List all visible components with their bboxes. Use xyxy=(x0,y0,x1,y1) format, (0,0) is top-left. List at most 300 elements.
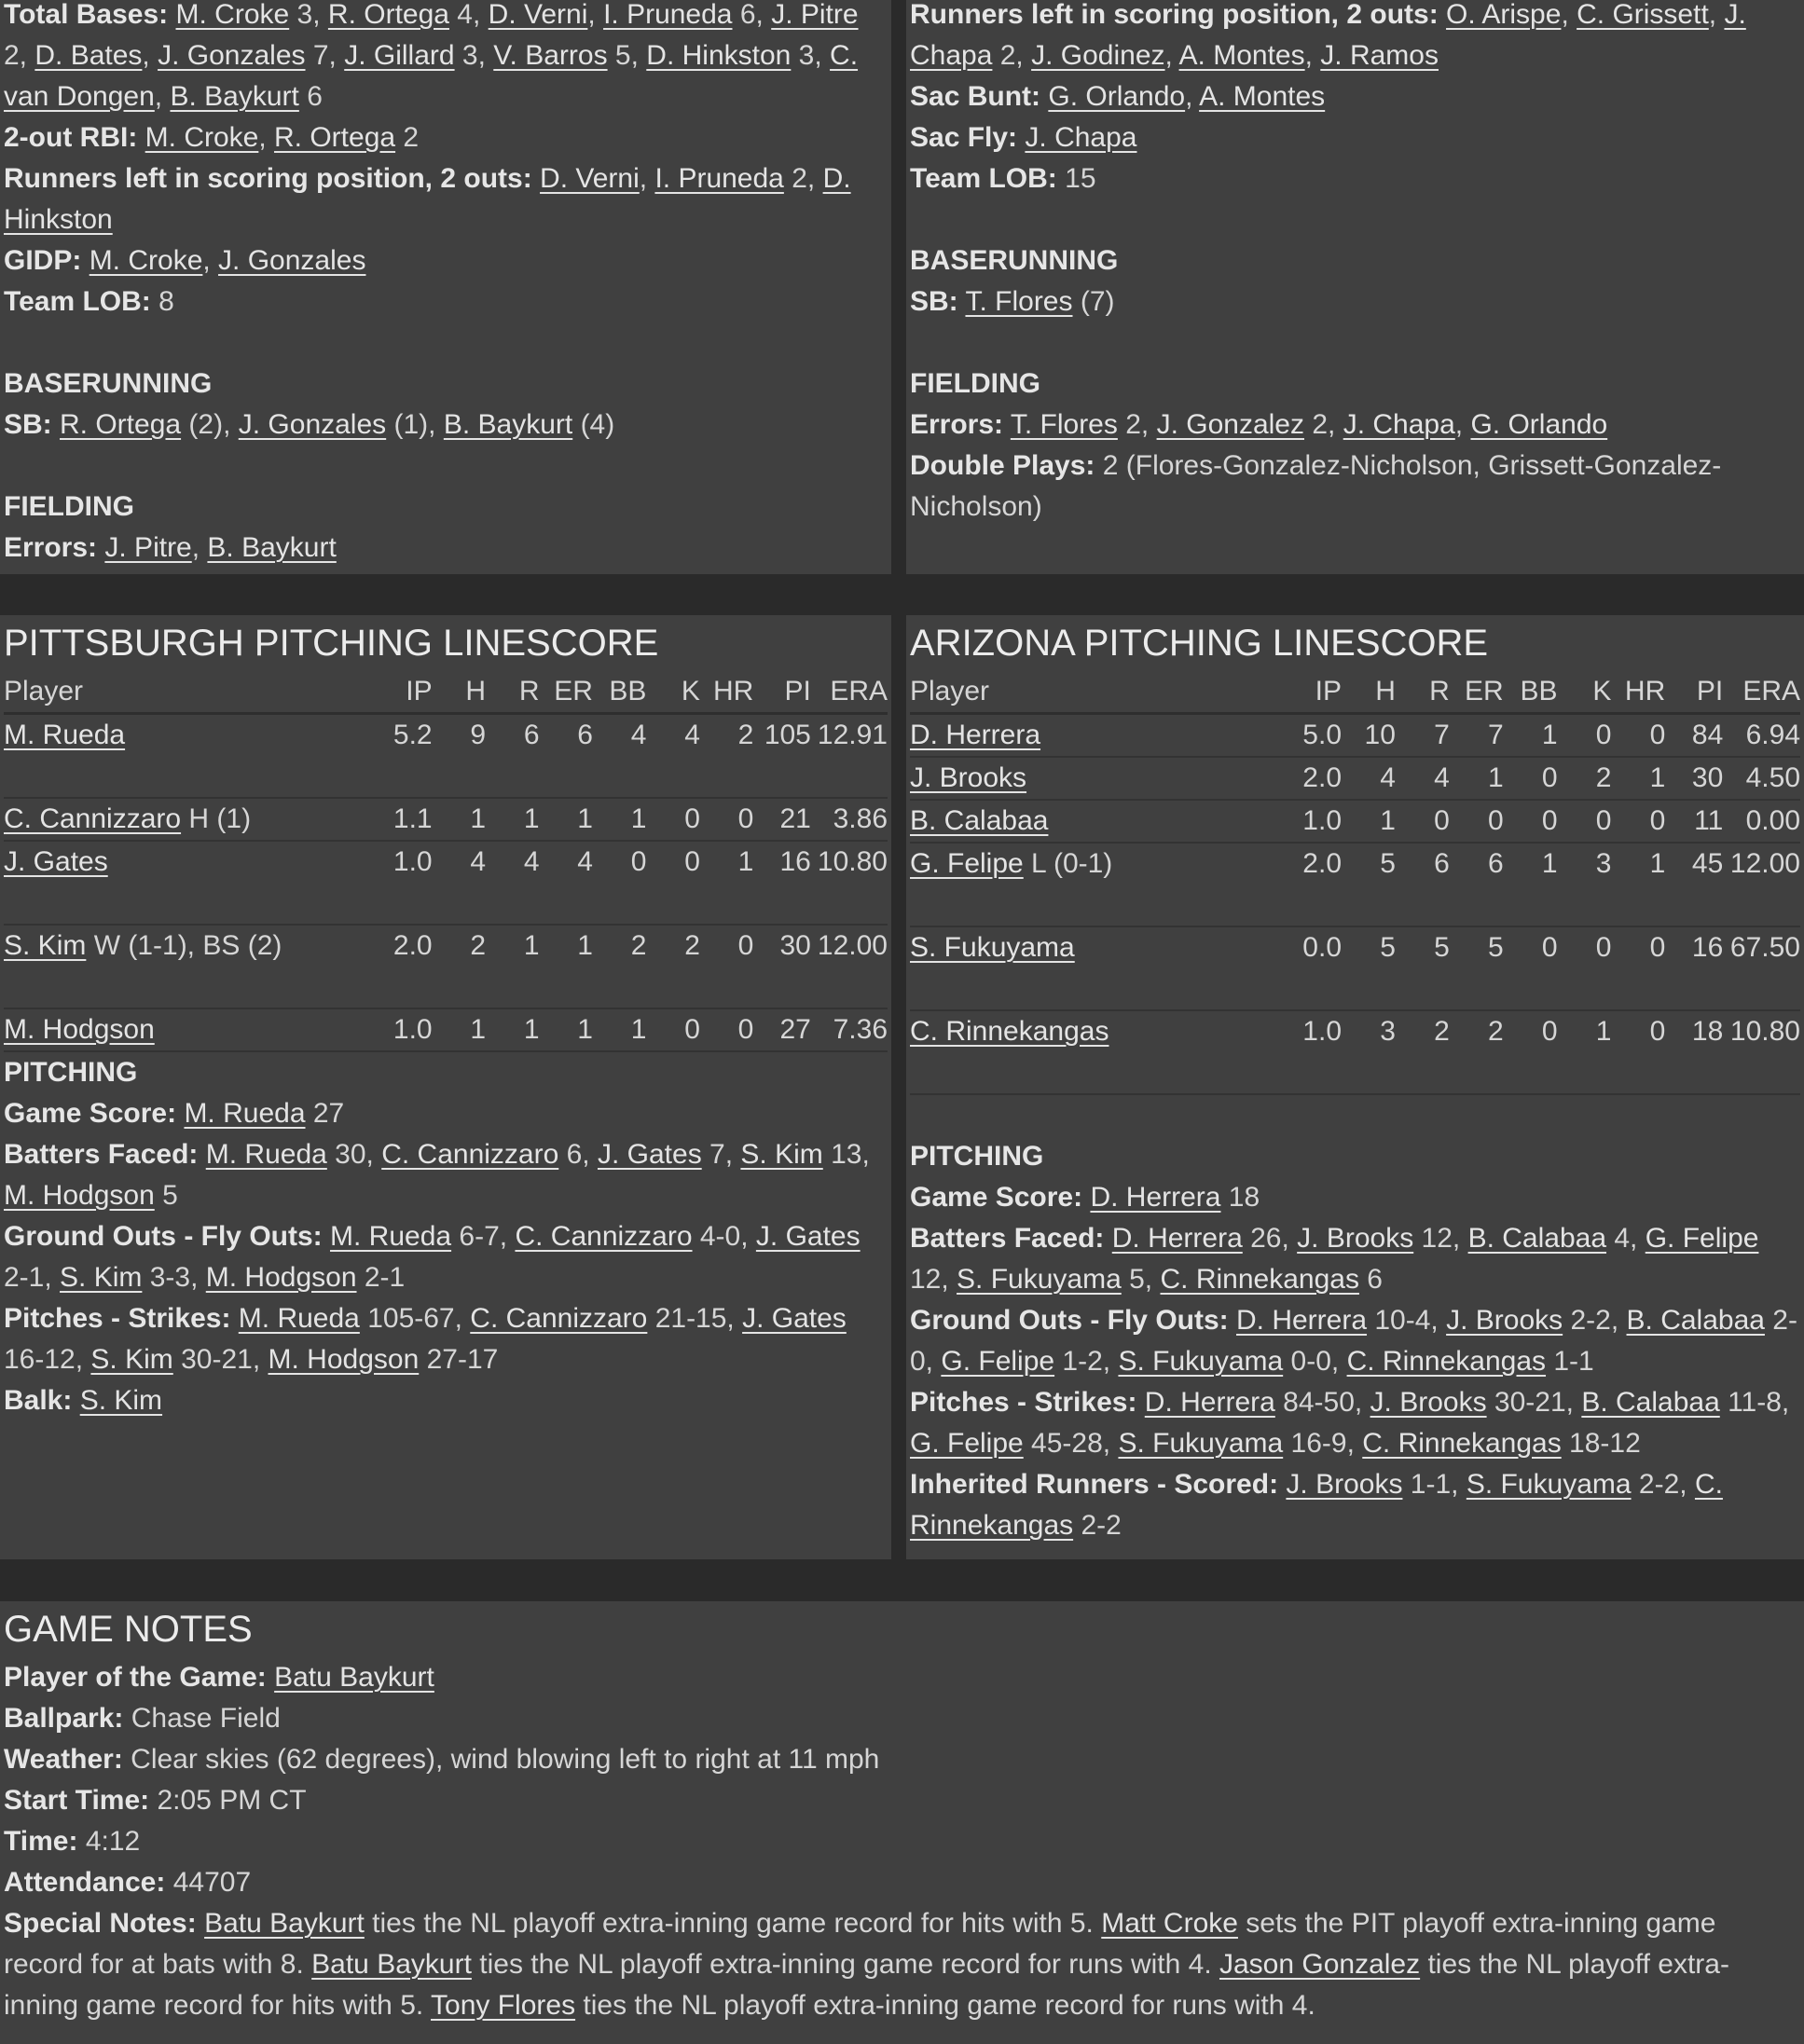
pit-batting-notes xyxy=(4,0,888,569)
player-link[interactable]: C. Rinnekangas xyxy=(1346,1346,1547,1377)
stat-cell-ip: 5.2 xyxy=(392,720,433,750)
player-link[interactable]: S. Kim xyxy=(90,1344,173,1375)
player-link[interactable]: Batu Baykurt xyxy=(311,1949,472,1980)
game-score-line xyxy=(910,1177,1800,1218)
stat-value: 2, xyxy=(992,40,1032,71)
stat-label: Player of the Game: xyxy=(4,1662,267,1693)
batters-faced-line xyxy=(910,1218,1800,1300)
player-link[interactable]: S. Fukuyama xyxy=(1118,1346,1284,1377)
stat-value: 105-67, xyxy=(359,1303,471,1334)
stat-cell-pi: 84 xyxy=(1691,720,1724,750)
sb-line xyxy=(4,405,888,446)
inherited-runners-line xyxy=(910,1464,1800,1546)
player-link[interactable]: S. Kim xyxy=(740,1139,823,1170)
stat-cell-k: 0 xyxy=(1595,720,1612,750)
stat-cell-ip: 1.0 xyxy=(1302,805,1343,836)
player-link[interactable]: D. Bates xyxy=(34,40,143,71)
table-row xyxy=(4,841,888,925)
pitching-heading: PITCHING xyxy=(4,1057,138,1088)
stat-value: (4) xyxy=(572,409,615,440)
stat-cell-era: 12.91 xyxy=(817,720,888,750)
stat-cell-h: 10 xyxy=(1364,720,1396,750)
stat-value: 5, xyxy=(607,40,647,71)
player-link[interactable]: M. Croke xyxy=(145,122,259,153)
special-notes-line xyxy=(4,1903,1800,2026)
player-link[interactable]: J. Chapa xyxy=(1343,409,1455,440)
player-of-game-line xyxy=(4,1657,1800,1698)
stat-value: 5, xyxy=(1121,1264,1161,1295)
stat-cell-era: 3.86 xyxy=(833,803,888,834)
stat-value: 10-4, xyxy=(1367,1305,1447,1336)
player-link[interactable]: Batu Baykurt xyxy=(204,1908,365,1939)
stat-cell-era: 10.80 xyxy=(817,846,888,877)
stat-cell-er: 6 xyxy=(1487,848,1504,879)
stat-value: Clear skies (62 degrees), wind blowing left to right at 11 mph xyxy=(131,1744,880,1775)
stat-label: Runners left in scoring position, 2 outs: xyxy=(910,0,1439,30)
player-link[interactable]: J. Gonzalez xyxy=(1156,409,1304,440)
player-link[interactable]: J. Chapa xyxy=(1025,122,1137,153)
player-link[interactable]: C. van Dongen xyxy=(4,40,859,112)
player-link[interactable]: J. Brooks xyxy=(1286,1469,1403,1500)
stat-cell-er: 1 xyxy=(577,930,593,961)
stat-cell-er: 1 xyxy=(577,803,593,834)
stat-cell-era: 10.80 xyxy=(1729,1016,1800,1047)
stat-value: 6 xyxy=(1358,1264,1383,1295)
player-link[interactable]: S. Fukuyama xyxy=(957,1264,1122,1295)
table-row xyxy=(910,800,1800,843)
stat-label: Batters Faced: xyxy=(4,1139,199,1170)
stat-label: Ballpark: xyxy=(4,1703,124,1734)
player-link[interactable]: V. Barros xyxy=(493,40,608,71)
player-link[interactable]: M. Hodgson xyxy=(4,1180,155,1211)
stat-cell-era: 67.50 xyxy=(1729,932,1800,963)
stat-cell-bb: 0 xyxy=(630,846,647,877)
stat-value: 2-1, xyxy=(4,1262,61,1293)
player-link[interactable]: J. Brooks xyxy=(910,762,1027,793)
stat-cell-r: 4 xyxy=(523,846,540,877)
stat-label: Time: xyxy=(4,1826,78,1857)
player-link[interactable]: M. Hodgson xyxy=(268,1344,420,1375)
stat-label: Team LOB: xyxy=(4,286,151,317)
stat-cell-bb: 2 xyxy=(630,930,647,961)
pit-batting-notes-panel xyxy=(0,0,891,574)
stat-cell-pi: 16 xyxy=(1691,932,1724,963)
stat-cell-era: 6.94 xyxy=(1745,720,1800,750)
player-link[interactable]: J. Godinez xyxy=(1031,40,1165,71)
player-link[interactable]: R. Ortega xyxy=(327,0,449,30)
stat-value: , xyxy=(1454,409,1471,440)
stat-value: 21-15, xyxy=(647,1303,743,1334)
stat-value: 4, xyxy=(448,0,489,30)
stat-cell-bb: 1 xyxy=(1541,848,1558,879)
stat-value: 6, xyxy=(732,0,772,30)
time-line xyxy=(4,1821,1800,1862)
fielding-heading: FIELDING xyxy=(910,368,1040,399)
player-link[interactable]: C. Cannizzaro xyxy=(470,1303,648,1334)
column-header: ER xyxy=(1464,676,1504,706)
stat-cell-er: 1 xyxy=(1487,762,1504,793)
stat-value: 2-1 xyxy=(356,1262,406,1293)
stat-cell-h: 3 xyxy=(1380,1016,1396,1047)
player-cell xyxy=(910,843,1295,926)
player-cell xyxy=(910,714,1295,758)
column-header: PI xyxy=(784,676,811,706)
column-header: R xyxy=(1429,676,1450,706)
stat-cell-pi: 30 xyxy=(1691,762,1724,793)
stat-label: Game Score: xyxy=(910,1182,1083,1213)
stat-label: Ground Outs - Fly Outs: xyxy=(4,1221,323,1252)
stat-value: 3, xyxy=(454,40,494,71)
player-link[interactable]: M. Rueda xyxy=(238,1303,360,1334)
stat-cell-r: 2 xyxy=(1434,1016,1450,1047)
table-header-row xyxy=(910,671,1800,714)
spacer xyxy=(910,322,1800,364)
game-notes-title: GAME NOTES xyxy=(4,1609,253,1650)
column-header: H xyxy=(465,676,487,706)
stat-value: 6, xyxy=(558,1139,598,1170)
stat-value: 2 (Flores-Gonzalez-Nicholson, Grissett-Gonzalez-Nicholson) xyxy=(910,450,1722,522)
player-link[interactable]: B. Baykurt xyxy=(170,81,299,112)
column-header: IP xyxy=(1315,676,1343,706)
player-link[interactable]: J. Gonzales xyxy=(218,245,366,276)
player-link[interactable]: S. Fukuyama xyxy=(1466,1469,1632,1500)
player-link[interactable]: M. Croke xyxy=(89,245,203,276)
stat-value: 2-2 xyxy=(1073,1510,1122,1541)
stat-label: Double Plays: xyxy=(910,450,1095,481)
player-link[interactable]: R. Ortega xyxy=(274,122,396,153)
stat-cell-pi: 105 xyxy=(764,720,811,750)
note-text: ties the NL playoff extra-inning game record for hits with 5. xyxy=(364,1908,1102,1939)
stat-value: 2, xyxy=(783,163,823,194)
stat-label: 2-out RBI: xyxy=(4,122,138,153)
pit-pitching-table xyxy=(4,671,888,1052)
player-link[interactable]: J. Gonzales xyxy=(158,40,306,71)
stat-value: , xyxy=(1164,40,1179,71)
stat-cell-k: 3 xyxy=(1595,848,1612,879)
decision-note: L (0-1) xyxy=(1023,848,1113,879)
player-link[interactable]: B. Calabaa xyxy=(1467,1223,1607,1254)
risp-line xyxy=(910,0,1800,76)
player-link[interactable]: A. Montes xyxy=(1178,40,1305,71)
game-notes-panel xyxy=(0,1601,1804,2044)
two-out-rbi-line xyxy=(4,117,888,158)
player-link[interactable]: D. Hinkston xyxy=(4,163,851,235)
stat-value: 26, xyxy=(1242,1223,1298,1254)
player-link[interactable]: B. Calabaa xyxy=(910,805,1049,836)
player-link[interactable]: T. Flores xyxy=(1010,409,1118,440)
player-link[interactable]: C. Cannizzaro xyxy=(381,1139,559,1170)
player-link[interactable]: M. Rueda xyxy=(330,1221,452,1252)
player-cell xyxy=(910,926,1295,1010)
player-cell xyxy=(4,714,386,799)
go-fo-line xyxy=(4,1216,888,1298)
stat-cell-hr: 2 xyxy=(737,720,754,750)
player-link[interactable]: B. Baykurt xyxy=(207,532,337,563)
table-row xyxy=(910,757,1800,800)
stat-value: 30, xyxy=(326,1139,382,1170)
stat-label: Pitches - Strikes: xyxy=(910,1387,1137,1418)
player-link[interactable]: C. Cannizzaro xyxy=(515,1221,693,1252)
attendance-line xyxy=(4,1862,1800,1903)
player-link[interactable]: D. Herrera xyxy=(910,720,1041,750)
player-link[interactable]: D. Verni xyxy=(540,163,640,194)
player-link[interactable]: S. Kim xyxy=(60,1262,143,1293)
player-link[interactable]: J. Gates xyxy=(755,1221,861,1252)
column-header: Player xyxy=(910,676,990,706)
stat-cell-r: 1 xyxy=(523,803,540,834)
player-link[interactable]: B. Baykurt xyxy=(443,409,573,440)
player-link[interactable]: M. Rueda xyxy=(4,720,126,750)
table-row xyxy=(4,925,888,1008)
stat-cell-ip: 1.0 xyxy=(392,846,433,877)
stat-value: 2, xyxy=(4,40,35,71)
stat-cell-r: 0 xyxy=(1434,805,1450,836)
player-link[interactable]: Matt Croke xyxy=(1101,1908,1238,1939)
stat-value: 2-0, xyxy=(910,1305,1797,1377)
stat-value: 7, xyxy=(305,40,345,71)
player-link[interactable]: J. Gillard xyxy=(344,40,455,71)
player-link[interactable]: Jason Gonzalez xyxy=(1219,1949,1421,1980)
table-row xyxy=(910,1010,1800,1094)
player-link[interactable]: G. Felipe xyxy=(910,848,1024,879)
stat-cell-ip: 1.0 xyxy=(392,1014,433,1045)
player-link[interactable]: S. Kim xyxy=(79,1385,163,1416)
column-header: K xyxy=(681,676,700,706)
table-header-row xyxy=(4,671,888,714)
stat-value: 12, xyxy=(1413,1223,1468,1254)
player-link[interactable]: R. Ortega xyxy=(60,409,182,440)
stat-cell-era: 12.00 xyxy=(1729,848,1800,879)
stat-cell-era: 12.00 xyxy=(817,930,888,961)
stat-cell-hr: 1 xyxy=(1649,848,1666,879)
player-link[interactable]: J. Chapa xyxy=(910,0,1746,71)
stat-cell-hr: 1 xyxy=(737,846,754,877)
stat-value: 4, xyxy=(1606,1223,1646,1254)
sac-fly-line xyxy=(910,117,1800,158)
player-link[interactable]: C. Cannizzaro xyxy=(4,803,182,834)
column-header: HR xyxy=(1624,676,1666,706)
stat-value: 7, xyxy=(701,1139,741,1170)
stat-value: 84-50, xyxy=(1274,1387,1370,1418)
stat-cell-hr: 0 xyxy=(1649,1016,1666,1047)
stat-cell-er: 5 xyxy=(1487,932,1504,963)
stat-value: 2 xyxy=(395,122,420,153)
player-link[interactable]: I. Pruneda xyxy=(603,0,733,30)
stat-cell-h: 5 xyxy=(1380,932,1396,963)
start-time-line xyxy=(4,1780,1800,1821)
stat-cell-er: 1 xyxy=(577,1014,593,1045)
spacer xyxy=(4,322,888,364)
stat-cell-h: 4 xyxy=(1380,762,1396,793)
stat-cell-k: 2 xyxy=(684,930,700,961)
stat-value: 11-8, xyxy=(1719,1387,1790,1418)
stat-label: Weather: xyxy=(4,1744,123,1775)
stat-cell-ip: 2.0 xyxy=(392,930,433,961)
errors-line xyxy=(910,405,1800,446)
balk-line xyxy=(4,1380,888,1421)
player-link[interactable]: I. Pruneda xyxy=(654,163,784,194)
player-link[interactable]: S. Fukuyama xyxy=(1118,1428,1284,1459)
stat-value: 27-17 xyxy=(419,1344,499,1375)
stat-cell-er: 6 xyxy=(577,720,593,750)
stat-cell-pi: 16 xyxy=(779,846,811,877)
player-link[interactable]: G. Felipe xyxy=(910,1428,1024,1459)
player-link[interactable]: D. Hinkston xyxy=(646,40,792,71)
player-link[interactable]: Batu Baykurt xyxy=(274,1662,434,1693)
spacer xyxy=(910,199,1800,240)
team-lob-line xyxy=(910,158,1800,199)
stat-value: 4:12 xyxy=(85,1826,141,1857)
stat-cell-k: 0 xyxy=(1595,805,1612,836)
stat-value: 1-1, xyxy=(1402,1469,1467,1500)
column-header: H xyxy=(1375,676,1396,706)
column-header: ER xyxy=(554,676,593,706)
player-cell xyxy=(910,1010,1295,1094)
errors-line xyxy=(4,528,888,569)
player-link[interactable]: D. Herrera xyxy=(1090,1182,1221,1213)
player-link[interactable]: B. Calabaa xyxy=(1626,1305,1765,1336)
stat-cell-er: 0 xyxy=(1487,805,1504,836)
player-link[interactable]: J. Gates xyxy=(597,1139,702,1170)
stat-cell-hr: 1 xyxy=(1649,762,1666,793)
player-link[interactable]: J. Pitre xyxy=(104,532,192,563)
stat-cell-er: 7 xyxy=(1487,720,1504,750)
stat-cell-h: 1 xyxy=(1380,805,1396,836)
note-text: sets the PIT playoff extra-inning game record for at bats with 8. xyxy=(4,1908,1716,1980)
player-link[interactable]: B. Calabaa xyxy=(1581,1387,1720,1418)
stat-cell-k: 0 xyxy=(684,1014,700,1045)
player-link[interactable]: Tony Flores xyxy=(431,1990,576,2021)
stat-value: 3, xyxy=(289,0,328,30)
stat-cell-r: 7 xyxy=(1434,720,1450,750)
player-link[interactable]: J. Ramos xyxy=(1320,40,1439,71)
player-cell xyxy=(910,757,1295,800)
note-text: ties the NL playoff extra-inning game record for runs with 4. xyxy=(471,1949,1219,1980)
player-link[interactable]: D. Herrera xyxy=(1236,1305,1368,1336)
stat-cell-er: 4 xyxy=(577,846,593,877)
stat-label: Special Notes: xyxy=(4,1908,197,1939)
player-link[interactable]: C. Rinnekangas xyxy=(1362,1428,1562,1459)
player-link[interactable]: J. Brooks xyxy=(1446,1305,1563,1336)
stat-label: Start Time: xyxy=(4,1785,150,1816)
player-cell xyxy=(4,841,386,925)
player-link[interactable]: J. Brooks xyxy=(1297,1223,1414,1254)
stat-cell-pi: 30 xyxy=(779,930,811,961)
player-link[interactable]: D. Verni xyxy=(488,0,588,30)
player-link[interactable]: M. Croke xyxy=(175,0,290,30)
stat-label: Errors: xyxy=(4,532,98,563)
player-link[interactable]: J. Pitre xyxy=(771,0,859,30)
stat-cell-bb: 4 xyxy=(630,720,647,750)
player-link[interactable]: T. Flores xyxy=(965,286,1073,317)
pit-pitching-notes xyxy=(4,1052,888,1421)
player-link[interactable]: C. Rinnekangas xyxy=(910,1469,1723,1541)
stat-cell-bb: 1 xyxy=(1541,720,1558,750)
player-link[interactable]: G. Orlando xyxy=(1048,81,1186,112)
player-link[interactable]: J. Gates xyxy=(742,1303,847,1334)
stat-value: 27 xyxy=(305,1098,345,1129)
stat-label: Game Score: xyxy=(4,1098,177,1129)
column-header: K xyxy=(1592,676,1612,706)
stat-label: Balk: xyxy=(4,1385,73,1416)
total-bases-line xyxy=(4,0,888,117)
player-link[interactable]: J. Brooks xyxy=(1370,1387,1487,1418)
stat-label: Sac Fly: xyxy=(910,122,1018,153)
go-fo-line xyxy=(910,1300,1800,1382)
stat-label: Errors: xyxy=(910,409,1004,440)
player-link[interactable]: C. Grissett xyxy=(1577,0,1709,30)
stat-label: GIDP: xyxy=(4,245,82,276)
player-link[interactable]: M. Rueda xyxy=(205,1139,327,1170)
player-link[interactable]: M. Hodgson xyxy=(205,1262,357,1293)
player-link[interactable]: S. Fukuyama xyxy=(910,932,1075,963)
table-row xyxy=(4,798,888,841)
stat-value: 4-0, xyxy=(692,1221,756,1252)
player-link[interactable]: M. Rueda xyxy=(184,1098,306,1129)
stat-value: 2, xyxy=(1117,409,1157,440)
stat-value: , xyxy=(154,81,171,112)
stat-cell-pi: 45 xyxy=(1691,848,1724,879)
stat-value: 6 xyxy=(298,81,323,112)
game-notes-body xyxy=(4,1657,1800,2026)
stat-value: 1-1 xyxy=(1546,1346,1594,1377)
pitches-strikes-line xyxy=(4,1298,888,1380)
stat-cell-k: 0 xyxy=(684,803,700,834)
stat-label: SB: xyxy=(4,409,52,440)
stat-value: (1), xyxy=(386,409,444,440)
team-lob-line xyxy=(4,281,888,322)
table-row xyxy=(910,926,1800,1010)
player-link[interactable]: J. Gonzales xyxy=(238,409,387,440)
player-link[interactable]: A. Montes xyxy=(1199,81,1326,112)
table-row xyxy=(910,714,1800,758)
stat-value: (2), xyxy=(181,409,239,440)
stat-cell-ip: 1.1 xyxy=(392,803,433,834)
player-link[interactable]: G. Orlando xyxy=(1470,409,1608,440)
note-text: ties the NL playoff extra-inning game record for runs with 4. xyxy=(575,1990,1315,2021)
stat-cell-hr: 0 xyxy=(1649,805,1666,836)
stat-value: 15 xyxy=(1065,163,1096,194)
stat-cell-bb: 1 xyxy=(630,803,647,834)
pit-pitching-title: PITTSBURGH PITCHING LINESCORE xyxy=(4,623,659,664)
pitches-strikes-line xyxy=(910,1382,1800,1464)
player-link[interactable]: O. Arispe xyxy=(1446,0,1562,30)
column-header: PI xyxy=(1696,676,1724,706)
player-link[interactable]: D. Herrera xyxy=(1144,1387,1275,1418)
stat-cell-era: 7.36 xyxy=(833,1014,888,1045)
stat-cell-h: 1 xyxy=(470,803,487,834)
player-link[interactable]: M. Hodgson xyxy=(4,1014,155,1045)
stat-cell-h: 2 xyxy=(470,930,487,961)
player-cell xyxy=(910,800,1295,843)
stat-cell-bb: 0 xyxy=(1541,1016,1558,1047)
column-header: BB xyxy=(609,676,647,706)
stat-label: Batters Faced: xyxy=(910,1223,1105,1254)
player-link[interactable]: S. Kim xyxy=(4,930,87,961)
ballpark-line xyxy=(4,1698,1800,1739)
player-link[interactable]: C. Rinnekangas xyxy=(910,1016,1109,1047)
stat-cell-r: 5 xyxy=(1434,932,1450,963)
player-link[interactable]: J. Gates xyxy=(4,846,108,877)
player-link[interactable]: G. Felipe xyxy=(1645,1223,1759,1254)
player-link[interactable]: C. Rinnekangas xyxy=(1160,1264,1359,1295)
stat-value: 18-12 xyxy=(1561,1428,1641,1459)
stat-value: 3-3, xyxy=(142,1262,206,1293)
player-link[interactable]: G. Felipe xyxy=(941,1346,1055,1377)
stat-cell-pi: 18 xyxy=(1691,1016,1724,1047)
stat-value: 18 xyxy=(1220,1182,1260,1213)
player-link[interactable]: D. Herrera xyxy=(1111,1223,1243,1254)
